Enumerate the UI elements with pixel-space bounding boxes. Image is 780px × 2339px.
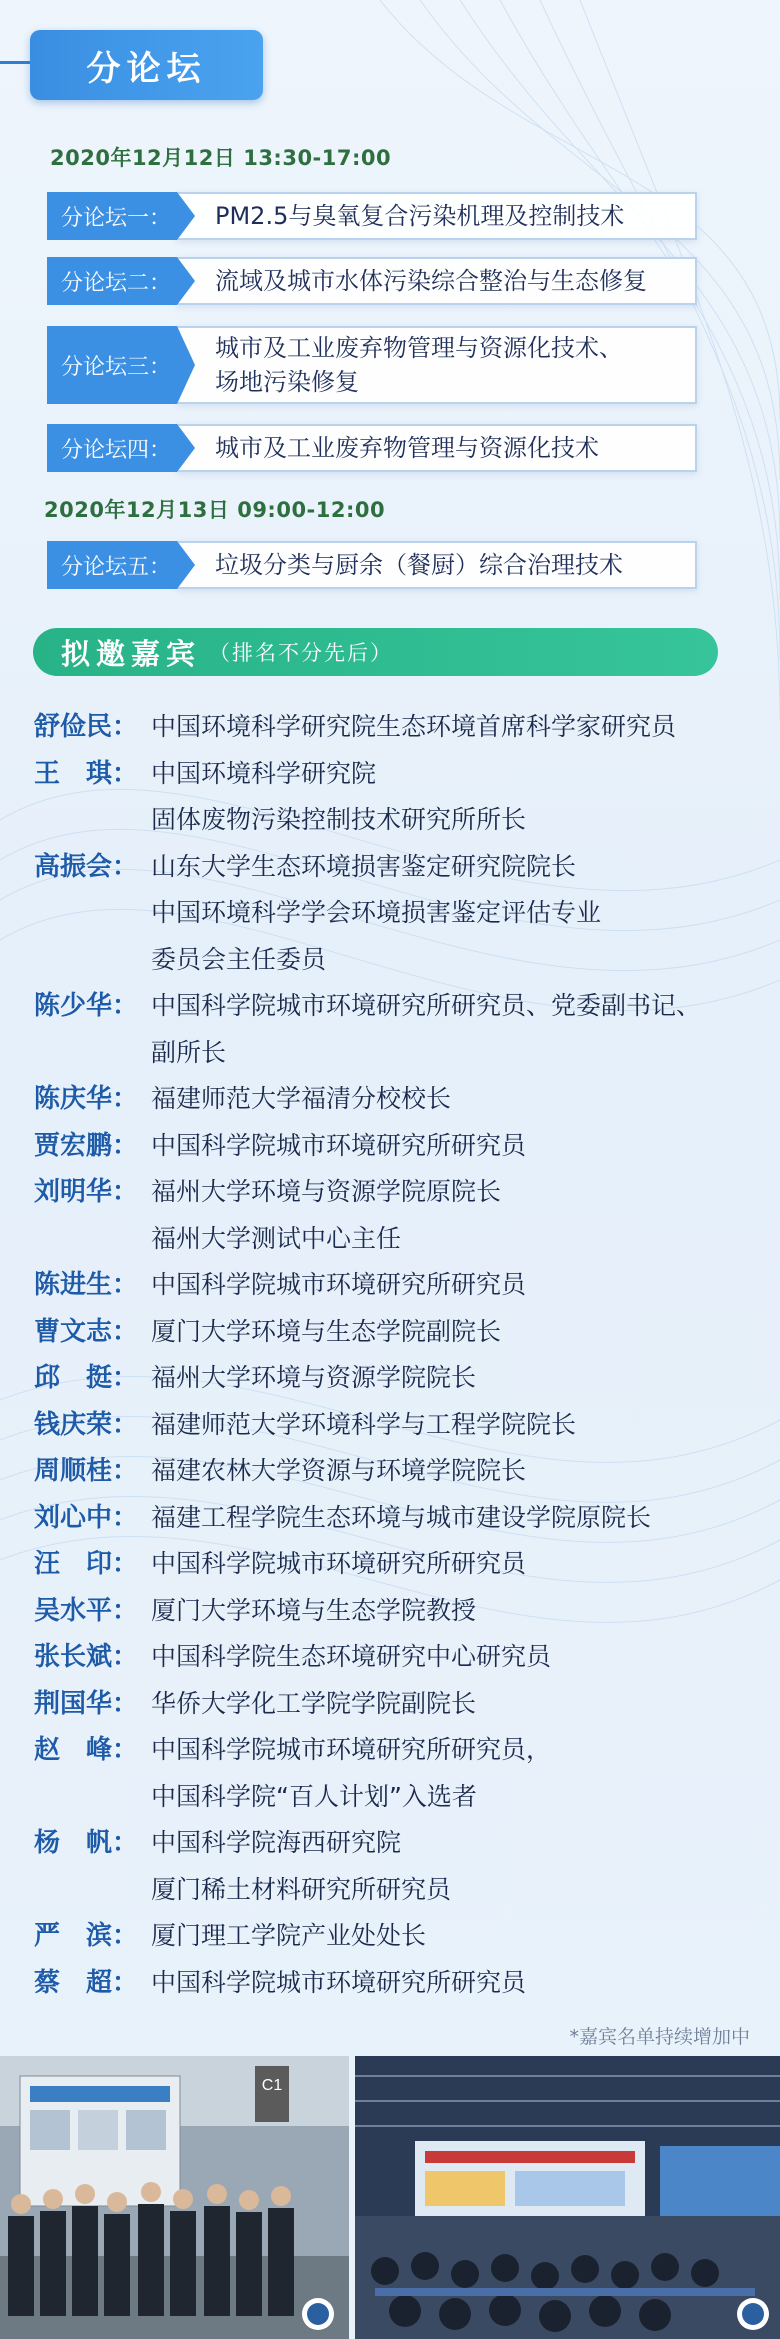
guest-title-line: 中国科学院城市环境研究所研究员 xyxy=(151,1270,527,1299)
guest-title-line: 福州大学环境与资源学院院长 xyxy=(151,1363,477,1392)
guest-title xyxy=(151,751,526,844)
guest-title-line: 固体废物污染控制技术研究所所长 xyxy=(151,805,527,834)
guest-row xyxy=(34,1913,426,1960)
guest-name: 陈少华： xyxy=(34,991,139,1021)
guest-title-line: 华侨大学化工学院学院副院长 xyxy=(151,1688,477,1718)
forum-topic-line: 垃圾分类与厨余（餐厨）综合治理技术 xyxy=(215,551,623,579)
guest-title xyxy=(151,1634,551,1681)
guest-title-line: 厦门大学环境与生态学院教授 xyxy=(151,1595,477,1625)
guest-title xyxy=(151,704,676,751)
guest-name: 赵 峰： xyxy=(34,1735,139,1765)
forum-topic-line: 场地污染修复 xyxy=(215,368,359,396)
guest-title-line: 福州大学环境与资源学院原院长 xyxy=(151,1177,502,1206)
forum-tag: 分论坛四： xyxy=(47,424,177,472)
forum-item-3 xyxy=(47,326,697,404)
guest-title-line: 福建师范大学福清分校校长 xyxy=(151,1084,452,1113)
guest-title-line: 厦门理工学院产业处处长 xyxy=(151,1921,427,1950)
guest-title xyxy=(151,1495,651,1542)
forum-topic xyxy=(177,257,697,305)
guest-row xyxy=(34,1681,476,1728)
guest-row xyxy=(34,1448,526,1495)
guest-title-line: 福建农林大学资源与环境学院院长 xyxy=(151,1456,527,1485)
guest-title xyxy=(151,1402,576,1449)
guest-title xyxy=(151,1169,501,1262)
guests-title: 拟邀嘉宾 xyxy=(61,636,202,671)
guest-name: 汪 印： xyxy=(34,1549,139,1579)
session-date-1: 2020年12月12日 13:30-17:00 xyxy=(50,146,392,170)
guest-row xyxy=(34,1123,526,1170)
guest-row xyxy=(34,751,526,844)
guest-name: 王 琪： xyxy=(34,758,139,789)
guest-title-line: 中国科学院城市环境研究所研究员， xyxy=(151,1735,552,1764)
guest-title xyxy=(151,1076,451,1123)
forum-topic xyxy=(177,192,697,240)
guest-title xyxy=(151,983,701,1076)
forum-topic-line: 城市及工业废弃物管理与资源化技术、 xyxy=(215,334,623,362)
guest-name: 张长斌： xyxy=(34,1642,139,1672)
guest-row xyxy=(34,1262,526,1309)
guest-title-line: 中国科学院城市环境研究所研究员、党委副书记、 xyxy=(151,991,702,1020)
guest-title-line: 山东大学生态环境损害鉴定研究院院长 xyxy=(151,851,577,881)
forum-tag: 分论坛二： xyxy=(47,257,177,305)
guest-title-line: 厦门稀土材料研究所研究员 xyxy=(151,1874,452,1904)
guest-name: 蔡 超： xyxy=(34,1967,139,1998)
guest-name: 吴水平： xyxy=(34,1595,139,1626)
forum-tag: 分论坛三： xyxy=(47,326,177,404)
guest-name: 刘心中： xyxy=(34,1502,139,1533)
forum-tag: 分论坛五： xyxy=(47,541,177,589)
guest-row xyxy=(34,1634,551,1681)
guest-row xyxy=(34,704,676,751)
guest-title-line: 中国环境科学研究院生态环境首席科学家研究员 xyxy=(151,712,677,741)
guest-row xyxy=(34,983,701,1076)
guest-title-line: 中国科学院海西研究院 xyxy=(151,1828,402,1857)
guest-title-line: 中国环境科学学会环境损害鉴定评估专业 xyxy=(151,898,602,927)
guest-row xyxy=(34,1355,476,1402)
guest-name: 杨 帆： xyxy=(34,1828,139,1858)
forum-item-1 xyxy=(47,192,697,240)
guest-title xyxy=(151,1820,451,1913)
guest-title-line: 中国科学院“百人计划”入选者 xyxy=(151,1781,477,1811)
guest-row xyxy=(34,1495,651,1542)
guest-title-line: 副所长 xyxy=(151,1037,227,1067)
guest-title xyxy=(151,1681,476,1728)
guest-row xyxy=(34,1820,451,1913)
guest-row xyxy=(34,844,601,984)
guest-title xyxy=(151,1913,426,1960)
guests-subtitle: （排名不分先后） xyxy=(209,641,394,665)
forum-topic xyxy=(177,424,697,472)
guest-name: 周顺桂： xyxy=(34,1456,139,1486)
guest-title xyxy=(151,844,601,984)
forum-topic-line: PM2.5与臭氧复合污染机理及控制技术 xyxy=(215,202,625,230)
guest-name: 刘明华： xyxy=(34,1177,139,1207)
guest-name: 贾宏鹏： xyxy=(34,1130,139,1161)
header-accent-line xyxy=(0,61,30,64)
guest-title xyxy=(151,1541,526,1588)
forum-item-2 xyxy=(47,257,697,305)
guest-title xyxy=(151,1262,526,1309)
forum-item-5 xyxy=(47,541,697,589)
guest-title xyxy=(151,1309,501,1356)
guest-row xyxy=(34,1076,451,1123)
list-note: *嘉宾名单持续增加中 xyxy=(569,2026,750,2048)
guest-name: 曹文志： xyxy=(34,1316,139,1347)
photo-group-left xyxy=(0,2056,349,2339)
forum-item-4 xyxy=(47,424,697,472)
guest-title-line: 中国科学院城市环境研究所研究员 xyxy=(151,1130,527,1160)
guest-title-line: 福建师范大学环境科学与工程学院院长 xyxy=(151,1409,577,1439)
section-title: 分论坛 xyxy=(30,30,263,100)
guest-name: 严 滨： xyxy=(34,1921,139,1951)
guest-title xyxy=(151,1727,551,1820)
guest-name: 高振会： xyxy=(34,851,139,882)
guest-name: 陈庆华： xyxy=(34,1084,139,1114)
guest-title-line: 厦门大学环境与生态学院副院长 xyxy=(151,1316,502,1346)
guest-row xyxy=(34,1960,526,2007)
forum-topic xyxy=(177,541,697,589)
guest-name: 荆国华： xyxy=(34,1688,139,1719)
guest-row xyxy=(34,1402,576,1449)
sign-text: C1 xyxy=(261,2077,283,2094)
guest-row xyxy=(34,1588,476,1635)
guest-title xyxy=(151,1960,526,2007)
guest-name: 邱 挺： xyxy=(34,1363,139,1393)
guest-title-line: 中国科学院城市环境研究所研究员 xyxy=(151,1967,527,1997)
guest-title-line: 福州大学测试中心主任 xyxy=(151,1223,402,1253)
forum-tag: 分论坛一： xyxy=(47,192,177,240)
forum-topic xyxy=(177,326,697,404)
guest-title-line: 委员会主任委员 xyxy=(151,944,327,974)
guest-title xyxy=(151,1448,526,1495)
guest-row xyxy=(34,1309,501,1356)
guest-name: 钱庆荣： xyxy=(34,1409,139,1440)
guest-title-line: 福建工程学院生态环境与城市建设学院原院长 xyxy=(151,1502,652,1532)
guest-title-line: 中国环境科学研究院 xyxy=(151,758,377,788)
guests-banner xyxy=(33,628,718,676)
guest-row xyxy=(34,1169,501,1262)
guest-title-line: 中国科学院生态环境研究中心研究员 xyxy=(151,1642,552,1671)
photo-group-right xyxy=(355,2056,780,2339)
guest-name: 舒俭民： xyxy=(34,712,139,742)
guest-title xyxy=(151,1123,526,1170)
guest-title-line: 中国科学院城市环境研究所研究员 xyxy=(151,1549,527,1578)
guest-name: 陈进生： xyxy=(34,1270,139,1300)
forum-topic-line: 城市及工业废弃物管理与资源化技术 xyxy=(215,434,599,462)
forum-topic-line: 流域及城市水体污染综合整治与生态修复 xyxy=(215,267,647,295)
guest-title xyxy=(151,1355,476,1402)
guest-row xyxy=(34,1727,551,1820)
guest-title xyxy=(151,1588,476,1635)
guest-row xyxy=(34,1541,526,1588)
session-date-2: 2020年12月13日 09:00-12:00 xyxy=(44,498,386,522)
